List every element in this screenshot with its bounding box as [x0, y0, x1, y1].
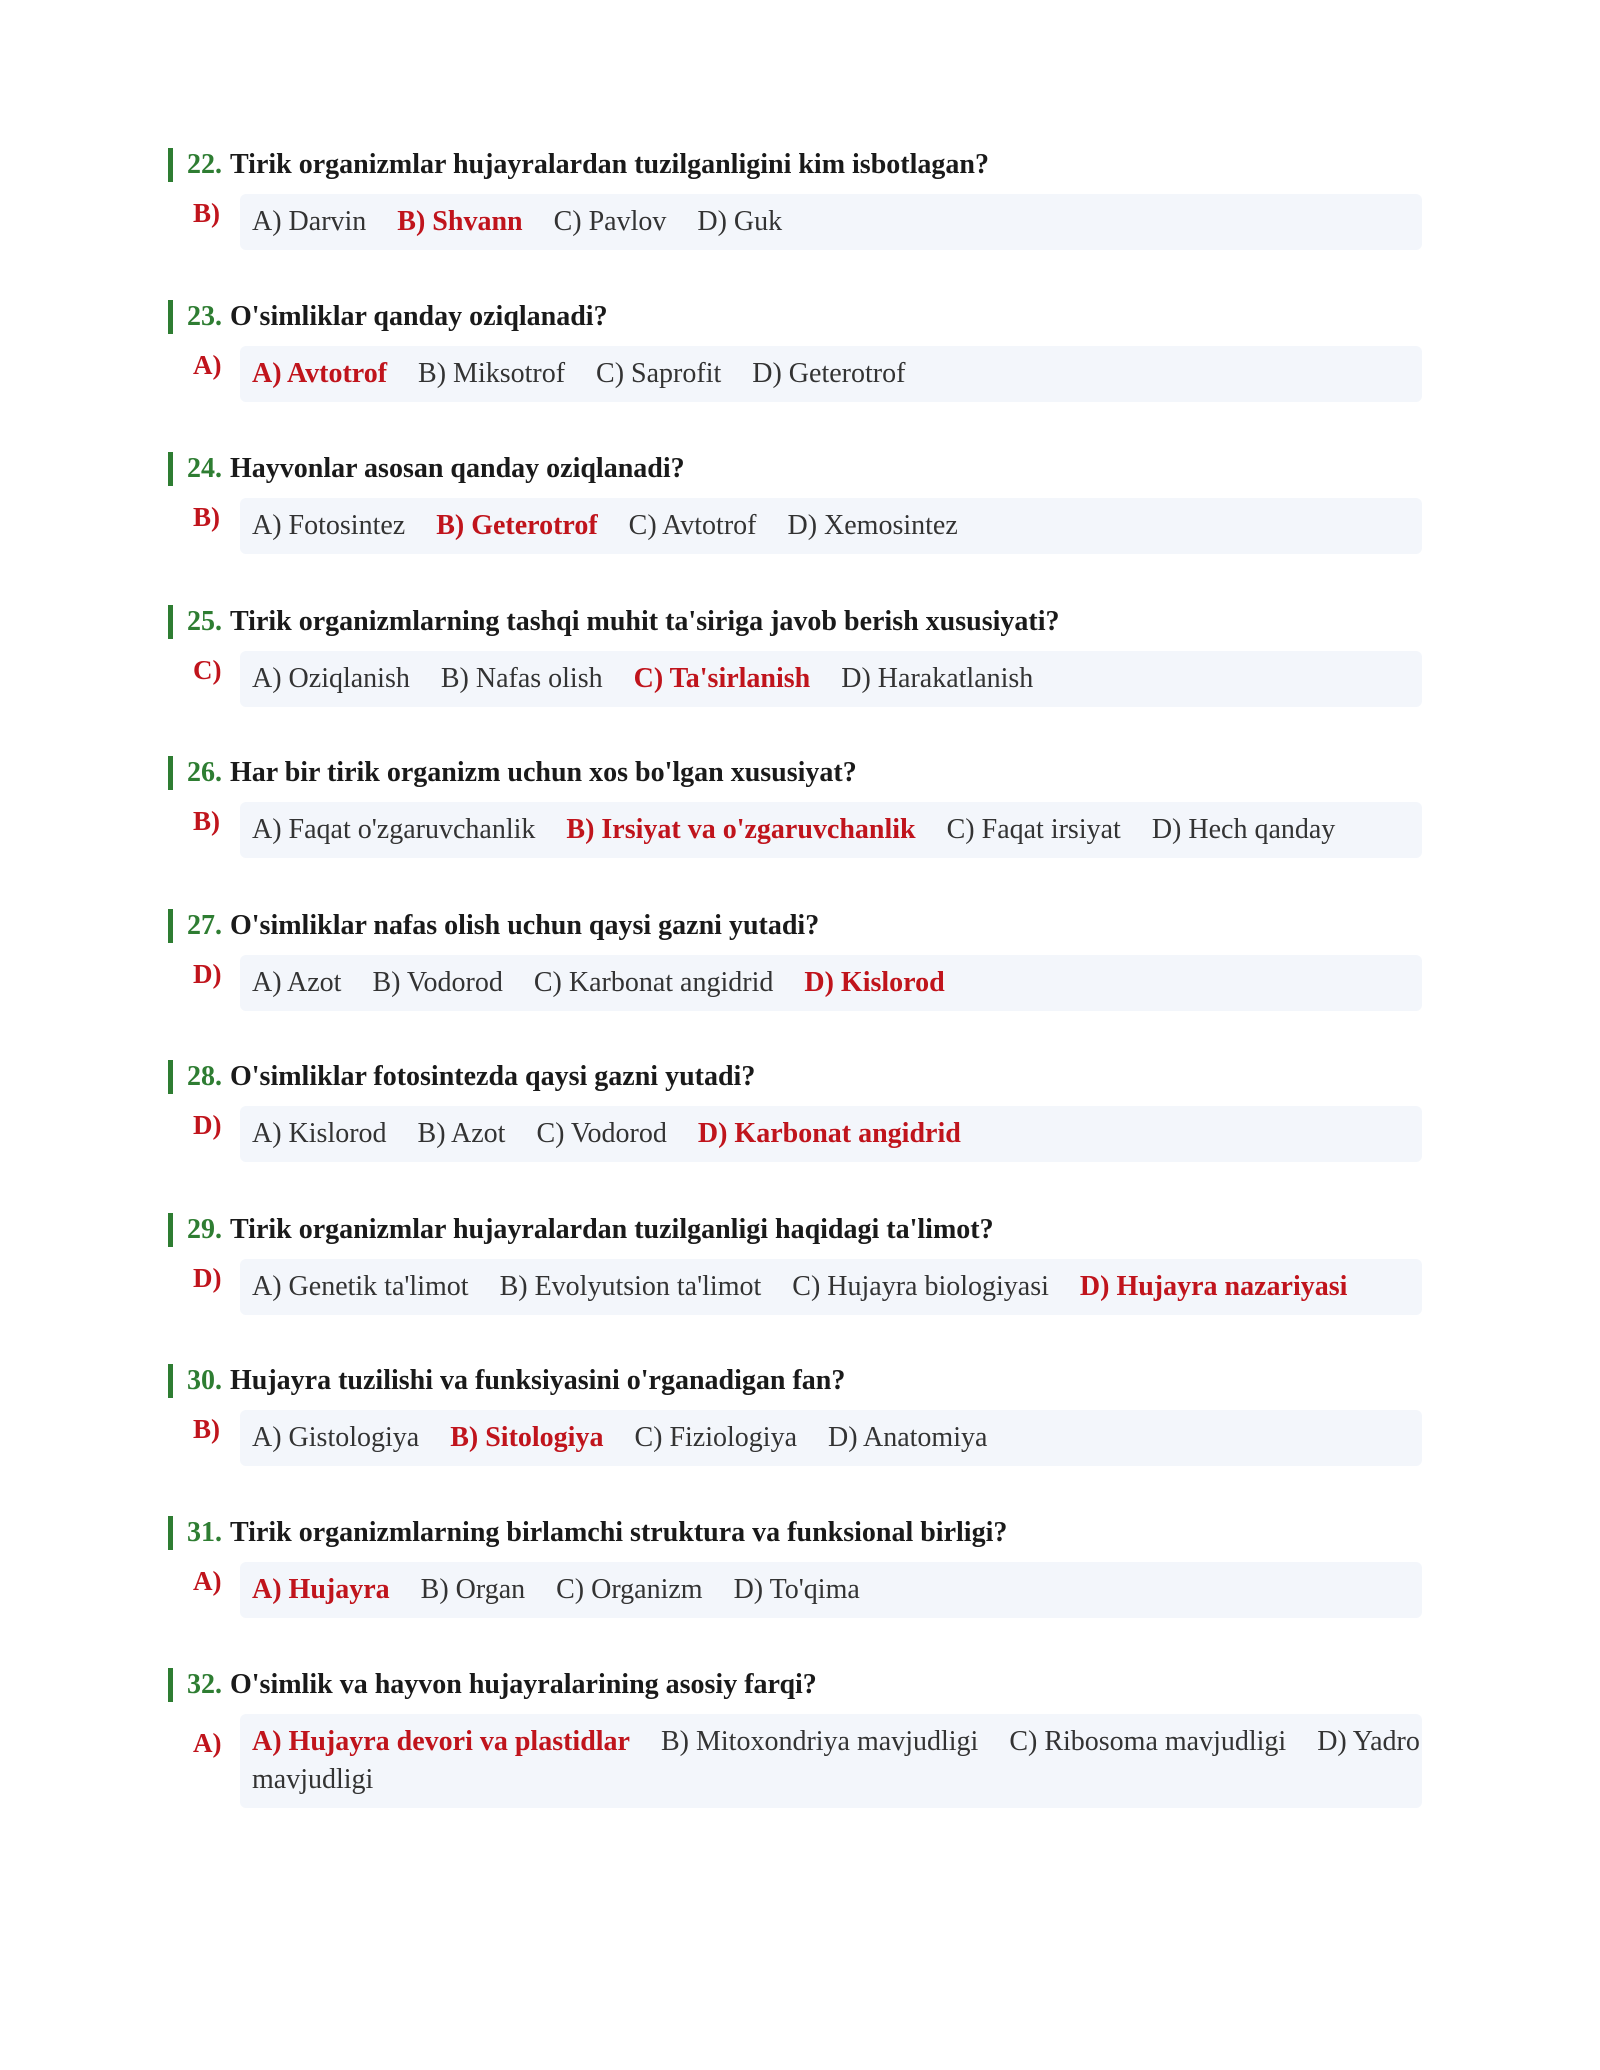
question-text: Hayvonlar asosan qanday oziqlanadi? [230, 453, 685, 484]
option-correct: A) Avtotrof [252, 358, 388, 389]
question-block [168, 756, 1428, 858]
question-number: 23. [187, 301, 222, 332]
question-heading [168, 909, 1428, 943]
answer-key: B) [193, 502, 220, 532]
answer-key: A) [193, 350, 222, 380]
question-heading [168, 1668, 1428, 1702]
option-correct: A) Hujayra devori va plastidlar [252, 1726, 630, 1757]
question-heading [168, 1364, 1428, 1398]
question-block [168, 1213, 1428, 1315]
option: A) Fotosintez [252, 510, 406, 541]
option: C) Ribosoma mavjudligi [1009, 1726, 1287, 1757]
option: C) Karbonat angidrid [533, 967, 774, 998]
question-text: Tirik organizmlar hujayralardan tuzilganligi haqidagi ta'limot? [230, 1214, 994, 1245]
options-row [240, 1410, 1422, 1466]
question-body [168, 1259, 1428, 1315]
question-number: 25. [187, 606, 222, 637]
answer-key: B) [193, 198, 220, 228]
question-number: 31. [187, 1517, 222, 1548]
question-heading [168, 1213, 1428, 1247]
option: D) Harakatlanish [841, 663, 1034, 694]
option-correct: A) Hujayra [252, 1574, 390, 1605]
question-text: Tirik organizmlar hujayralardan tuzilganligini kim isbotlagan? [230, 149, 989, 180]
option: C) Faqat irsiyat [946, 814, 1121, 845]
option: A) Oziqlanish [252, 663, 410, 694]
question-heading [168, 452, 1428, 486]
question-text: O'simliklar qanday oziqlanadi? [230, 301, 608, 332]
option: B) Organ [420, 1574, 526, 1605]
question-body [168, 498, 1428, 554]
question-number: 29. [187, 1214, 222, 1245]
question-block [168, 148, 1428, 250]
option: B) Vodorod [372, 967, 503, 998]
question-heading [168, 148, 1428, 182]
option: A) Darvin [252, 206, 367, 237]
option: C) Fiziologiya [634, 1422, 797, 1453]
question-number: 22. [187, 149, 222, 180]
question-body [168, 1410, 1428, 1466]
question-body [168, 1714, 1428, 1808]
options-row [240, 651, 1422, 707]
option: C) Pavlov [553, 206, 667, 237]
option: A) Kislorod [252, 1118, 387, 1149]
option: D) Xemosintez [787, 510, 958, 541]
answer-key: B) [193, 1414, 220, 1444]
option: D) Anatomiya [828, 1422, 988, 1453]
option-correct: C) Ta'sirlanish [633, 663, 811, 694]
options-row [240, 955, 1422, 1011]
question-number: 30. [187, 1365, 222, 1396]
option: D) Hech qanday [1151, 814, 1336, 845]
option: D) To'qima [733, 1574, 860, 1605]
option-correct: D) Kislorod [804, 967, 945, 998]
option: C) Organizm [556, 1574, 703, 1605]
answer-key: D) [193, 1110, 222, 1140]
options-row [240, 1562, 1422, 1618]
option: D) Geterotrof [752, 358, 906, 389]
question-number: 27. [187, 910, 222, 941]
option: B) Nafas olish [440, 663, 603, 694]
question-number: 24. [187, 453, 222, 484]
option: B) Mitoxondriya mavjudligi [661, 1726, 979, 1757]
question-number: 26. [187, 757, 222, 788]
option-correct: B) Sitologiya [450, 1422, 604, 1453]
question-heading [168, 300, 1428, 334]
question-body [168, 1106, 1428, 1162]
option: A) Azot [252, 967, 342, 998]
option-correct: B) Irsiyat va o'zgaruvchanlik [566, 814, 916, 845]
question-heading [168, 756, 1428, 790]
option: A) Faqat o'zgaruvchanlik [252, 814, 536, 845]
option: A) Genetik ta'limot [252, 1271, 469, 1302]
question-text: Tirik organizmlarning birlamchi struktura va funksional birligi? [230, 1517, 1008, 1548]
question-heading [168, 605, 1428, 639]
answer-key: A) [193, 1566, 222, 1596]
question-body [168, 802, 1428, 858]
answer-key: A) [193, 1728, 222, 1758]
question-heading [168, 1060, 1428, 1094]
options-row [240, 498, 1422, 554]
question-body [168, 194, 1428, 250]
answer-key: D) [193, 959, 222, 989]
option: C) Hujayra biologiyasi [792, 1271, 1049, 1302]
question-body [168, 955, 1428, 1011]
question-text: O'simliklar fotosintezda qaysi gazni yutadi? [230, 1061, 756, 1092]
options-row [240, 1259, 1422, 1315]
option: C) Avtotrof [628, 510, 757, 541]
question-number: 28. [187, 1061, 222, 1092]
options-row [240, 1106, 1422, 1162]
answer-key: B) [193, 806, 220, 836]
answer-key: D) [193, 1263, 222, 1293]
option-correct: B) Geterotrof [436, 510, 598, 541]
option-correct: B) Shvann [397, 206, 523, 237]
question-heading [168, 1516, 1428, 1550]
question-block [168, 1516, 1428, 1618]
question-text: Hujayra tuzilishi va funksiyasini o'rganadigan fan? [230, 1365, 846, 1396]
question-body [168, 1562, 1428, 1618]
question-block [168, 1060, 1428, 1162]
question-block [168, 605, 1428, 707]
option: B) Azot [417, 1118, 506, 1149]
question-block [168, 300, 1428, 402]
question-body [168, 651, 1428, 707]
question-block [168, 1668, 1428, 1808]
question-text: O'simlik va hayvon hujayralarining asosiy farqi? [230, 1669, 817, 1700]
option-correct: D) Karbonat angidrid [697, 1118, 961, 1149]
option: A) Gistologiya [252, 1422, 420, 1453]
question-body [168, 346, 1428, 402]
option: C) Saprofit [596, 358, 722, 389]
options-row [240, 1714, 1422, 1808]
question-block [168, 1364, 1428, 1466]
option: D) Yadro mavjudligi [252, 1726, 1420, 1795]
options-row [240, 194, 1422, 250]
question-text: Tirik organizmlarning tashqi muhit ta'siriga javob berish xususiyati? [230, 606, 1060, 637]
option: B) Evolyutsion ta'limot [499, 1271, 762, 1302]
question-block [168, 909, 1428, 1011]
question-text: O'simliklar nafas olish uchun qaysi gazni yutadi? [230, 910, 820, 941]
options-row [240, 802, 1422, 858]
options-row [240, 346, 1422, 402]
question-block [168, 452, 1428, 554]
question-number: 32. [187, 1669, 222, 1700]
answer-key: C) [193, 655, 222, 685]
option: B) Miksotrof [418, 358, 566, 389]
option: C) Vodorod [536, 1118, 667, 1149]
option: D) Guk [697, 206, 783, 237]
option-correct: D) Hujayra nazariyasi [1079, 1271, 1348, 1302]
question-text: Har bir tirik organizm uchun xos bo'lgan xususiyat? [230, 757, 857, 788]
